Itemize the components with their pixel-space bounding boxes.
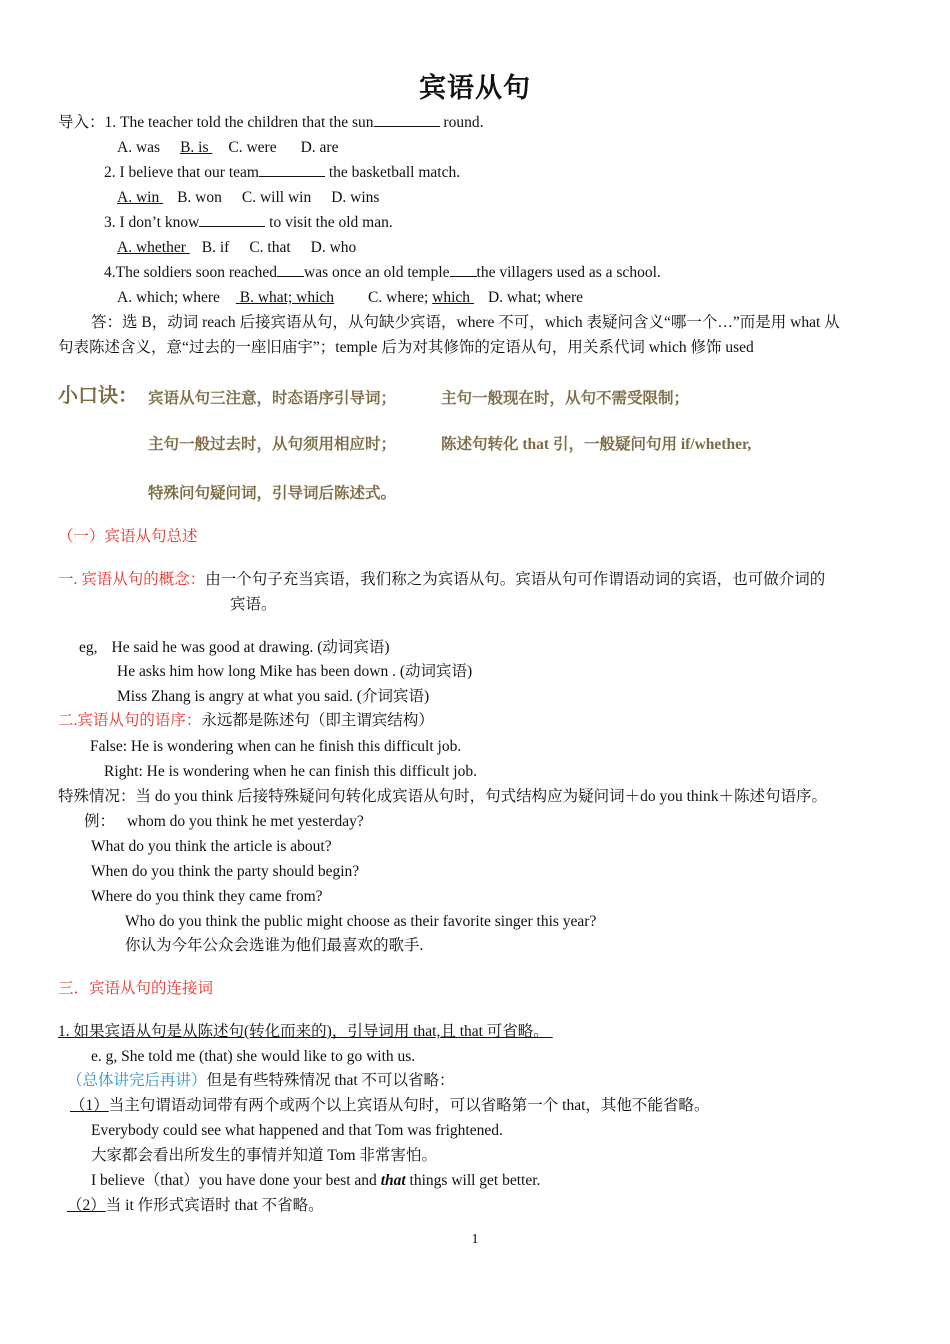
option: C. that: [249, 239, 291, 256]
special-example-5: Who do you think the public might choose as their favorite singer this year?: [125, 913, 597, 930]
example-sentence: whom do you think he met yesterday?: [127, 813, 364, 830]
mnemonic-1a: 宾语从句三注意，时态语序引导词；: [148, 390, 397, 407]
q3-stem: 3. I don’t know: [104, 214, 200, 231]
q4-part: was once an old temple: [304, 264, 450, 281]
q1-tail: round.: [439, 114, 484, 131]
note-blue: （总体讲完后再讲）: [67, 1072, 207, 1089]
blank: [277, 263, 304, 277]
special-example-1: [84, 812, 364, 832]
page-title: 宾语从句: [419, 73, 531, 104]
point-text: 当主句谓语动词带有两个或两个以上宾语从句时，可以省略第一个 that，其他不能省略。: [108, 1097, 710, 1114]
intro-q3: [104, 213, 393, 233]
option: C. were: [228, 139, 277, 156]
section-2-heading: [58, 711, 434, 731]
eg-line-3: Miss Zhang is angry at what you said. (介词宾语): [117, 688, 430, 705]
mnemonic-line-1: [58, 386, 138, 408]
right-example: Right: He is wondering when he can finish this difficult job.: [104, 763, 477, 780]
option-correct: B. what; which: [239, 289, 335, 306]
q4-part: 4.The soldiers soon reached: [104, 264, 278, 281]
mnemonic-label: 小口诀：: [58, 385, 138, 407]
option: A. which; where: [117, 289, 220, 306]
mnemonic-1b: 主句一般现在时，从句不需受限制；: [441, 390, 690, 407]
q2-stem: 2. I believe that our team: [104, 164, 259, 181]
example-emphasis: that: [380, 1172, 406, 1189]
q3-options: [117, 238, 356, 258]
point-1-translation: 大家都会看出所发生的事情并知道 Tom 非常害怕。: [91, 1147, 437, 1164]
option: D. who: [310, 239, 357, 256]
option: A. was: [117, 139, 161, 156]
blank: [199, 213, 265, 227]
example-part: things will get better.: [405, 1172, 541, 1189]
option: C. will win: [241, 189, 312, 206]
section-3-heading: 三．宾语从句的连接词: [58, 980, 214, 997]
option-underlined: which: [432, 289, 471, 306]
rule-1: [58, 1022, 553, 1042]
answer-line-2: 句表陈述含义，意“过去的一座旧庙宇”；temple 后为对其修饰的定语从句，用关系代词 which 修饰 used: [58, 339, 754, 356]
option-correct: A. win: [117, 189, 160, 206]
option: D. wins: [331, 189, 380, 206]
rule-1-example: e. g, She told me (that) she would like to go with us.: [91, 1048, 416, 1065]
intro-q2: [104, 163, 460, 183]
section-2-label: 二.宾语从句的语序：: [58, 712, 202, 729]
special-case: 特殊情况：当 do you think 后接特殊疑问句转化成宾语从句时，句式结构应为疑问词＋do you think＋陈述句语序。: [58, 788, 827, 805]
special-example-4: Where do you think they came from?: [91, 888, 323, 905]
q4-options: [117, 288, 583, 308]
example-part: I believe（that）you have done your best and: [91, 1172, 381, 1189]
blank: [374, 113, 440, 127]
q1-stem: 1. The teacher told the children that the sun: [104, 114, 374, 131]
eg-label: eg,: [79, 639, 98, 656]
eg-line-2: He asks him how long Mike has been down . (动词宾语): [117, 663, 473, 680]
rule-1-text: 1. 如果宾语从句是从陈述句(转化而来的)，引导词用 that,且 that 可省略。: [58, 1023, 549, 1040]
note-text: 但是有些特殊情况 that 不可以省略：: [206, 1072, 455, 1089]
intro-label: 导入：: [58, 114, 105, 131]
false-example: False: He is wondering when can he finish this difficult job.: [90, 738, 462, 755]
point-text: 当 it 作形式宾语时 that 不省略。: [105, 1197, 324, 1214]
option-correct: A. whether: [117, 239, 186, 256]
option: D. are: [300, 139, 339, 156]
section-overview-heading: （一）宾语从句总述: [58, 528, 198, 545]
q4-part: the villagers used as a school.: [476, 264, 661, 281]
option: D. what; where: [487, 289, 584, 306]
point-1: [70, 1096, 709, 1116]
point-1-example: Everybody could see what happened and that Tom was frightened.: [91, 1122, 503, 1139]
q1-options: [117, 138, 338, 158]
intro-q4: [104, 263, 661, 283]
point-1-example-2: [91, 1171, 540, 1191]
mnemonic-3: 特殊问句疑问词，引导词后陈述式。: [148, 485, 397, 502]
option-correct: B. is: [180, 139, 209, 156]
special-example-2: What do you think the article is about?: [91, 838, 332, 855]
special-example-3: When do you think the party should begin?: [91, 863, 360, 880]
answer-line-1: 答：选 B，动词 reach 后接宾语从句，从句缺少宾语，where 不可，which 表疑问含义“哪一个…”而是用 what 从: [91, 314, 840, 331]
section-1-label: 一. 宾语从句的概念：: [58, 571, 206, 588]
note-line: [67, 1071, 455, 1091]
option: C. where;: [368, 289, 429, 306]
page-number: 1: [471, 1232, 479, 1247]
section-2-text: 永远都是陈述句（即主谓宾结构）: [201, 712, 434, 729]
blank: [259, 163, 325, 177]
mnemonic-2a: 主句一般过去时，从句须用相应时；: [148, 436, 397, 453]
q3-tail: to visit the old man.: [265, 214, 393, 231]
intro-q1: [58, 113, 483, 133]
option: B. won: [177, 189, 222, 206]
q2-tail: the basketball match.: [324, 164, 461, 181]
section-1-text: 由一个句子充当宾语，我们称之为宾语从句。宾语从句可作谓语动词的宾语，也可做介词的: [205, 571, 826, 588]
blank: [450, 263, 477, 277]
point-2: [67, 1196, 324, 1216]
q2-options: [117, 188, 379, 208]
point-number: （2）: [67, 1197, 106, 1214]
special-example-5-translation: 你认为今年公众会选谁为他们最喜欢的歌手.: [125, 937, 424, 954]
option: B. if: [201, 239, 230, 256]
section-1-concept: [58, 570, 825, 590]
eg-sentence: He said he was good at drawing. (动词宾语): [111, 639, 390, 656]
section-1-text-cont: 宾语。: [230, 596, 277, 613]
eg-line-1: [79, 638, 390, 658]
mnemonic-2b: 陈述句转化 that 引，一般疑问句用 if/whether,: [441, 436, 752, 453]
point-number: （1）: [70, 1097, 109, 1114]
example-label: 例：: [84, 813, 116, 830]
